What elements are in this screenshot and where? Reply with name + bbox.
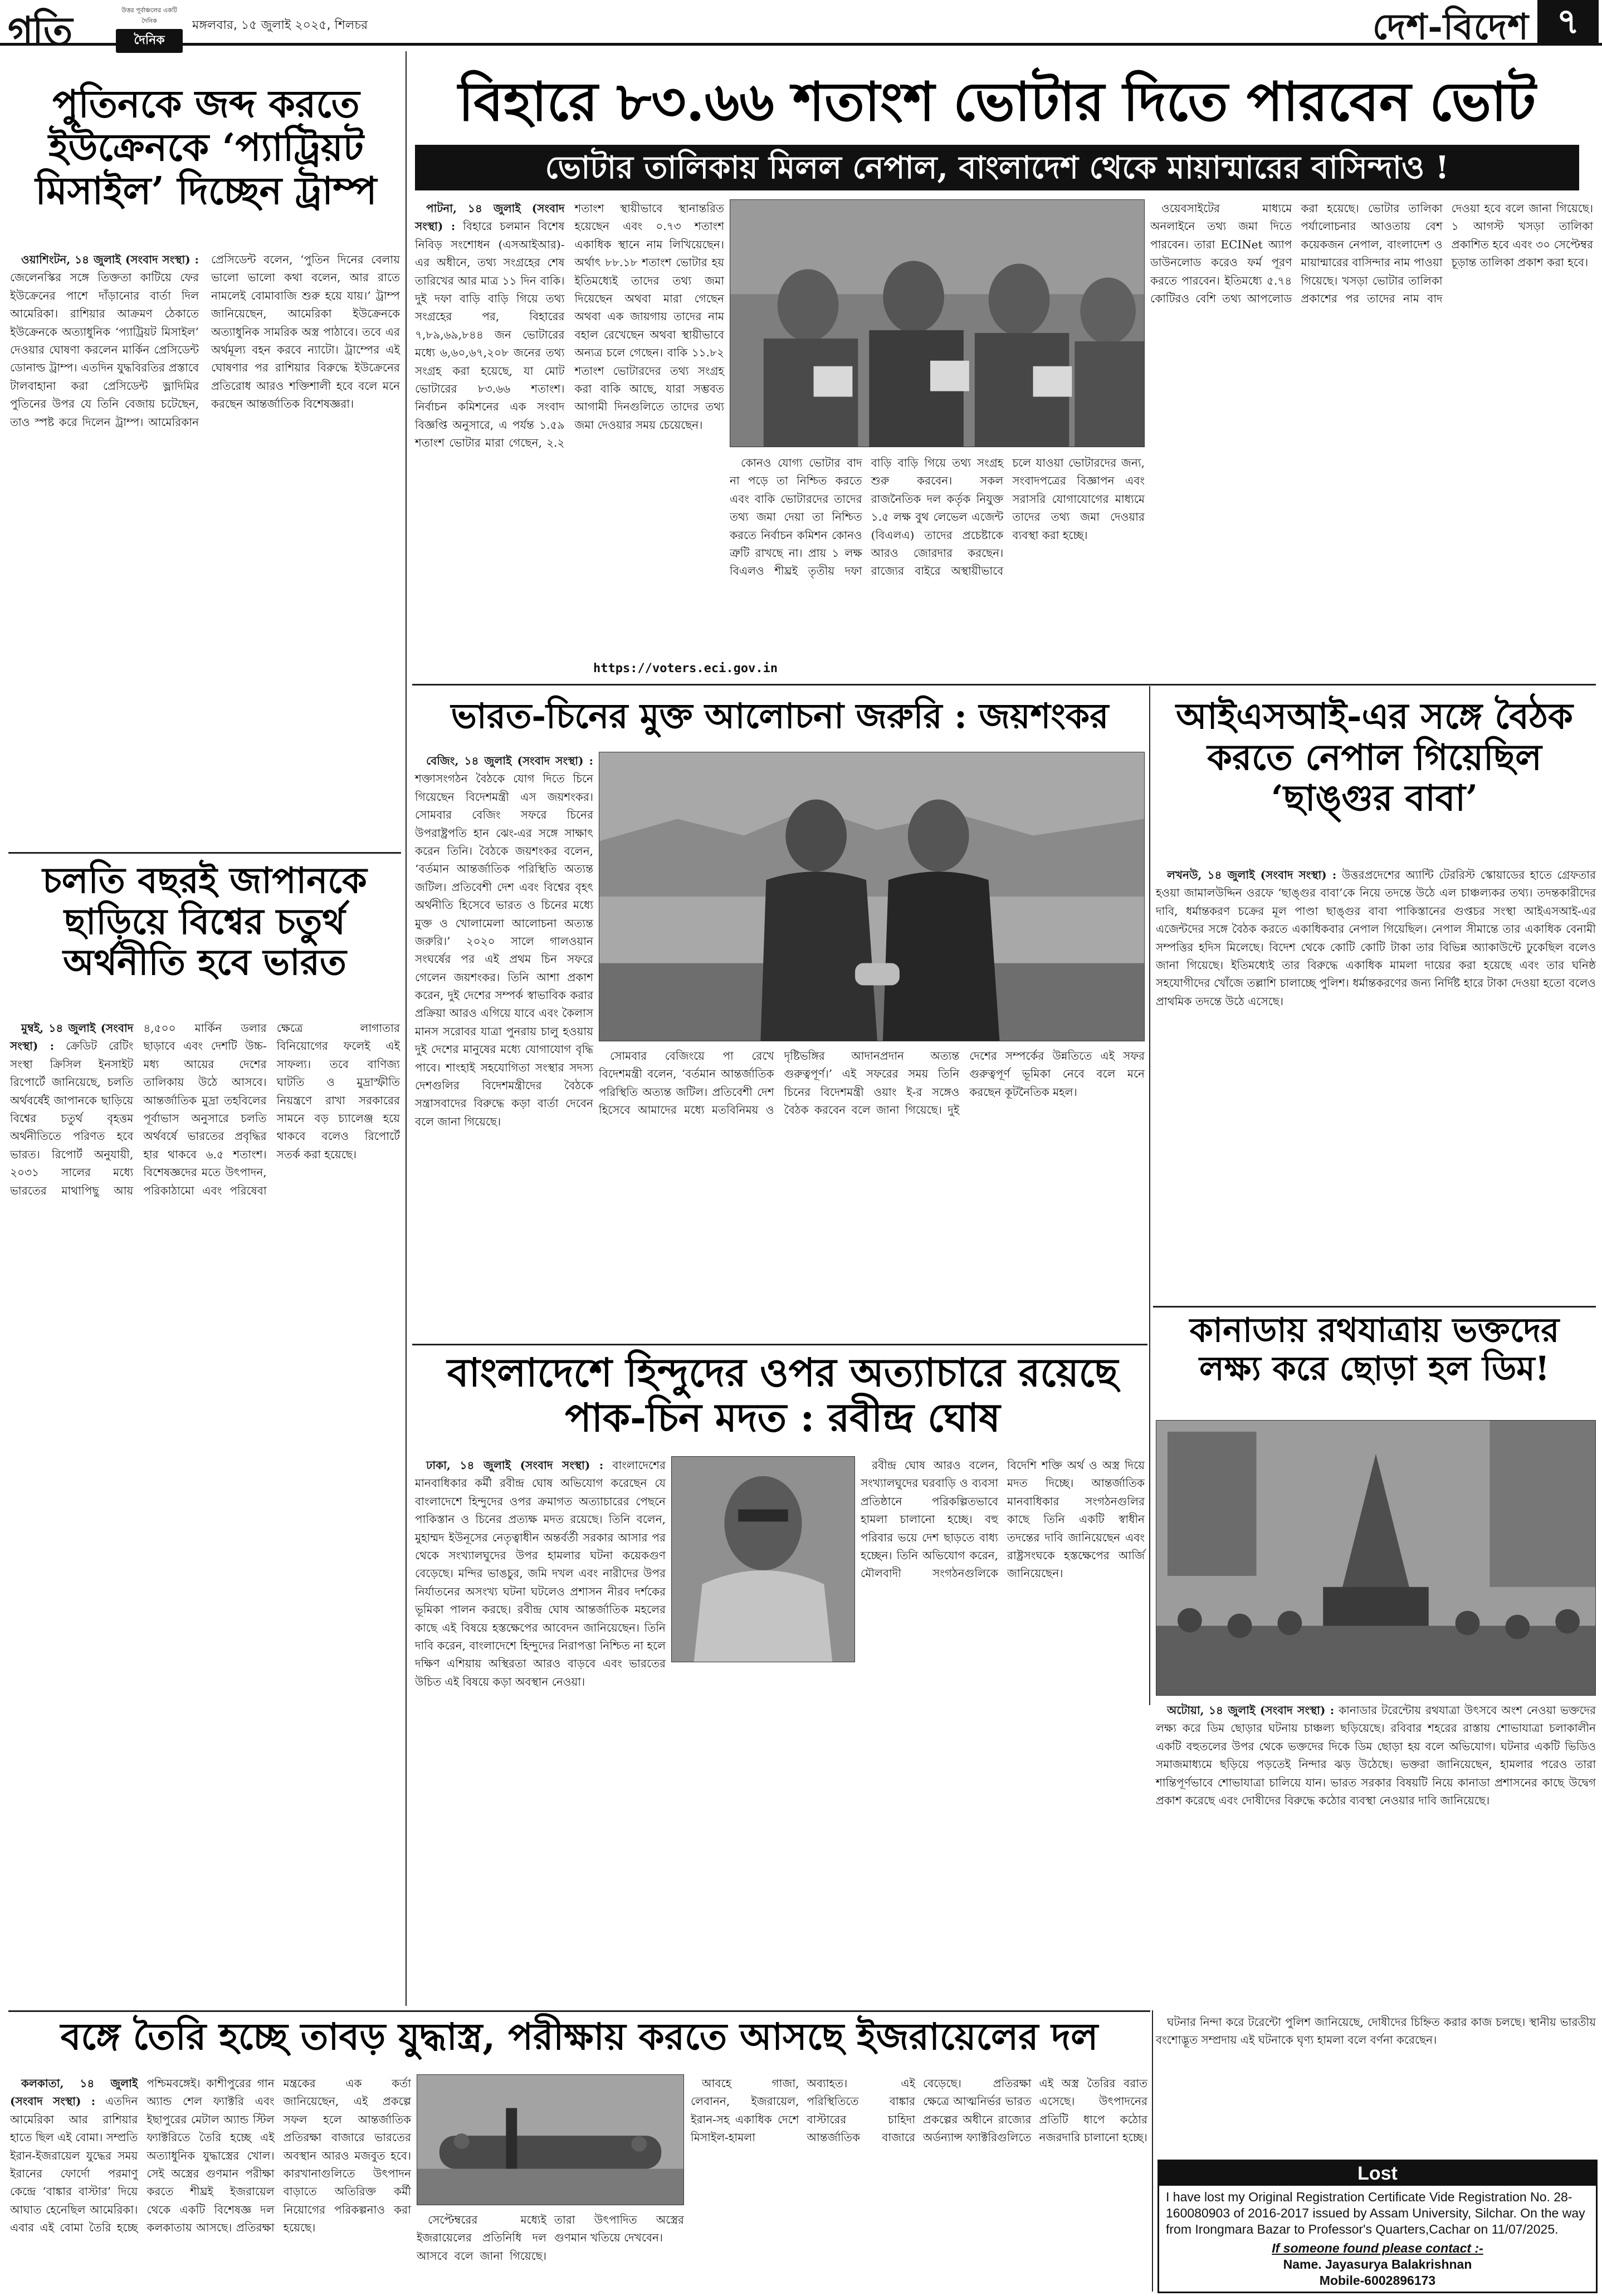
divider	[8, 852, 401, 854]
divider	[412, 1344, 1147, 1345]
lost-notice	[1157, 2160, 1598, 2293]
divider	[8, 2010, 1150, 2012]
section-title: দেশ-বিদেশ	[1372, 6, 1529, 48]
china-article-bottom: সোমবার বেজিংয়ে পা রেখে বিদেশমন্ত্রী বলেন, ‘বর্তমান আন্তর্জাতিক পরিস্থিতি অত্যন্ত জটিল। প্রতিবেশী দেশ হিসেবে আমাদের মধ্যে মতবিনিময় ও দৃষ্টিভঙ্গির আদানপ্রদান অত্যন্ত গুরুত্বপূর্ণ।’ এই সফরের সময় তিনি চিনের বিদেশমন্ত্রী ওয়াং ই-র সঙ্গেও বৈঠক করবেন বলে জানা গিয়েছে। দুই দেশের সম্পর্কের উন্নতিতে এই সফর গুরুত্বপূর্ণ ভূমিকা নেবে বলে মনে করছেন কূটনৈতিক মহল।	[599, 1049, 1145, 1117]
nepal-article	[1156, 866, 1596, 1303]
bangladesh-article-left	[415, 1456, 666, 2005]
bangladesh-headline: বাংলাদেশে হিন্দুদের ওপর অত্যাচারে রয়েছে পাক-চিন মদত : রবীন্দ্র ঘোষ	[447, 1349, 1119, 1441]
china-article-left	[415, 752, 593, 1339]
bihar-photo	[730, 199, 1145, 447]
daily-badge: দৈনিক	[116, 29, 183, 53]
bihar-dateline: পাটনা, ১৪ জুলাই (সংবাদ সংস্থা) :	[415, 202, 565, 233]
israel-article-right: আবহে গাজা, লেবানন, ইজরায়েল, ইরান-সহ একাধিক দেশে মিসাইল-হামলা অব্যাহত। এই পরিস্থিতিতে বাঙ্কার বাস্টারের চাহিদা আন্তর্জাতিক বাজারে বেড়েছে। প্রতিরক্ষা ক্ষেত্রে আত্মনির্ভর ভারত প্রকল্পের অধীনে রাজ্যের অর্ডন্যান্স ফ্যাক্টরিগুলিতে এই অস্ত্র তৈরির বরাত এসেছে। উৎপাদনের প্রতিটি ধাপে কঠোর নজরদারি চালানো হচ্ছে।	[691, 2077, 1147, 2145]
nepal-headline: আইএসআই-এর সঙ্গে বৈঠক করতে নেপাল গিয়েছিল ‘ছাঙ্গুর বাবা’	[1176, 696, 1573, 820]
divider	[412, 684, 1596, 686]
canada-body: কানাডার টরেন্টোয় রথযাত্রা উৎসবে অংশ নেওয়া ভক্তদের লক্ষ্য করে ডিম ছোড়ার ঘটনায় চাঞ্চল্য ছড়িয়েছে। রবিবার শহরের রাস্তায় শোভাযাত্রা চলাকালীন একটি বহুতলের উপর থেকে ভক্তদের দিকে ডিম ছোড়া হয় বলে অভিযোগ। ঘটনার একটি ভিডিও সমাজমাধ্যমে ছড়িয়ে পড়তেই নিন্দার ঝড় উঠেছে। ভক্তরা জানিয়েছেন, হামলার পরেও তারা শান্তিপূর্ণভাবে শোভাযাত্রা চালিয়ে যান। ভারত সরকার বিষয়টি নিয়ে কানাডা প্রশাসনের কাছে উদ্বেগ প্রকাশ করেছে এবং দোষীদের বিরুদ্ধে কঠোর ব্যবস্থা নেওয়ার দাবি জানিয়েছে।	[1156, 1703, 1596, 1807]
japan-dateline: মুম্বই, ১৪ জুলাই (সংবাদ সংস্থা) :	[10, 1021, 134, 1053]
bangladesh-dateline: ঢাকা, ১৪ জুলাই (সংবাদ সংস্থা) :	[426, 1458, 604, 1472]
bihar-article-left	[415, 199, 724, 678]
column-divider	[406, 51, 407, 2006]
israel-photo	[417, 2074, 684, 2205]
masthead	[0, 0, 1602, 54]
israel-headline: বঙ্গে তৈরি হচ্ছে তাবড় যুদ্ধাস্ত্র, পরীক্ষায় করতে আসছে ইজরায়েলের দল	[60, 2015, 1098, 2058]
nepal-body: উত্তরপ্রদেশের অ্যান্টি টেররিস্ট স্কোয়াডের হাতে গ্রেফতার হওয়া জামালউদ্দিন ওরফে ‘ছাঙ্গুর বাবা’কে নিয়ে তদন্তে উঠে এল চাঞ্চল্যকর তথ্য। তদন্তকারীদের দাবি, ধর্মান্তকরণ চক্রের মূল পাণ্ডা ছাঙ্গুর বাবা পাকিস্তানের গুপ্তচর সংস্থা আইএসআই-এর এজেন্টদের সঙ্গে বৈঠক করতে একাধিকবার নেপাল গিয়েছিল। নেপাল সীমান্তে তার একাধিক বেনামী সম্পত্তির হদিস মিলেছে। বিদেশ থেকে কোটি কোটি টাকা তার বিভিন্ন অ্যাকাউন্টে ঢুকেছিল বলেও জানা গিয়েছে। ইতিমধ্যেই তার বিরুদ্ধে একাধিক মামলা দায়ের করা হয়েছে এবং তার ঘনিষ্ঠ সহযোগীদের খোঁজে তল্লাশি চালাচ্ছে পুলিশ। ধর্মান্তকরণের জন্য নির্দিষ্ট হারে টাকা দেওয়া হতো বলেও প্রাথমিক তদন্তে উঠে এসেছে।	[1156, 868, 1596, 1008]
newspaper-logo: গতি	[8, 8, 72, 54]
canada-headline: কানাডায় রথযাত্রায় ভক্তদের লক্ষ্য করে ছোড়া হল ডিম!	[1189, 1311, 1560, 1388]
bihar-body-left: বিহারে চলমান বিশেষ নিবিড় সংশোধন (এসআইআর)-এর অধীনে, তথ্য সংগ্রহের শেষ তারিখের আর মাত্র ১১ দিন বাকি। দুই দফা বাড়ি বাড়ি গিয়ে তথ্য সংগ্রহের পর, বিহারের ৭,৮৯,৬৯,৮৪৪ জন ভোটারের মধ্যে ৬,৬০,৬৭,২০৮ জনের তথ্য সংগ্রহ করা হয়েছে, যা মোট ভোটারের ৮৩.৬৬ শতাংশ। নির্বাচন কমিশনের এক সংবাদ বিজ্ঞপ্তি অনুসারে, এ পর্যন্ত ১.৫৯ শতাংশ ভোটার মারা গেছেন, ২.২ শতাংশ স্থায়ীভাবে স্থানান্তরিত হয়েছেন এবং ০.৭৩ শতাংশ একাধিক স্থানে নাম লিখিয়েছেন। অর্থাৎ ৮৮.১৮ শতাংশ ভোটার হয় ইতিমধ্যেই তাদের তথ্য জমা দিয়েছেন অথবা মারা গেছেন অথবা এক জায়গায় তাদের নাম বহাল রেখেছেন অথবা স্থায়ীভাবে অন্যত্র চলে গেছেন। বাকি ১১.৮২ শতাংশ ভোটারদের তথ্য সংগ্রহ করা বাকি আছে, যারা সম্ভবত আগামী দিনগুলিতে তাদের তথ্য জমা দেওয়ার সময় চেয়েছেন।	[415, 202, 724, 450]
lost-notice-name: Name. Jayasurya Balakrishnan	[1283, 2257, 1472, 2271]
bihar-body-right: ওয়েবসাইটের মাধ্যমে অনলাইনে তথ্য জমা দিতে পারবেন। তারা ECINet অ্যাপ ডাউনলোড করেও ফর্ম পূরণ করতে পারবেন। ইতিমধ্যে ৫.৭৪ কোটিরও বেশি তথ্য আপলোড করা হয়েছে। ভোটার তালিকা পর্যালোচনার আওতায় বেশ কয়েকজন নেপাল, বাংলাদেশ ও মায়ান্মারের বাসিন্দার নাম পাওয়া গিয়েছে। খসড়া ভোটার তালিকা প্রকাশের পর তাদের নাম বাদ দেওয়া হবে বলে জানা গিয়েছে। ১ আগস্ট খসড়া তালিকা প্রকাশিত হবে এবং ৩০ সেপ্টেম্বর চূড়ান্ত তালিকা প্রকাশ করা হবে।	[1150, 202, 1593, 305]
canada-photo	[1156, 1420, 1596, 1696]
lost-notice-mobile: Mobile-6002896173	[1319, 2273, 1436, 2288]
bangladesh-article-right: রবীন্দ্র ঘোষ আরও বলেন, সংখ্যালঘুদের ঘরবাড়ি ও ব্যবসা প্রতিষ্ঠানে পরিকল্পিতভাবে হামলা চালানো হচ্ছে। বহু পরিবার ভয়ে দেশ ছাড়তে বাধ্য হচ্ছেন। তিনি অভিযোগ করেন, মৌলবাদী সংগঠনগুলিকে বিদেশি শক্তি অর্থ ও অস্ত্র দিয়ে মদত দিচ্ছে। আন্তর্জাতিক মানবাধিকার সংগঠনগুলির কাছে তিনি একটি স্বাধীন তদন্তের দাবি জানিয়েছেন এবং রাষ্ট্রসংঘকে হস্তক্ষেপের আর্জি জানিয়েছেন।	[861, 1458, 1145, 1580]
bangladesh-body: বাংলাদেশের মানবাধিকার কর্মী রবীন্দ্র ঘোষ অভিযোগ করেছেন যে বাংলাদেশে হিন্দুদের ওপর ক্রমাগত অত্যাচারের পেছনে পাকিস্তান ও চিনের প্রত্যক্ষ মদত রয়েছে। তিনি বলেন, মুহাম্মদ ইউনূসের নেতৃত্বাধীন অন্তর্বর্তী সরকার আসার পর থেকে সংখ্যালঘুদের উপর হামলার ঘটনা কয়েকগুণ বেড়েছে। মন্দির ভাঙচুর, জমি দখল এবং নারীদের উপর নির্যাতনের অসংখ্য ঘটনা ঘটলেও প্রশাসন নীরব দর্শকের ভূমিকা পালন করছে। রবীন্দ্র ঘোষ আন্তর্জাতিক মহলের কাছে এই বিষয়ে হস্তক্ষেপের আবেদন জানিয়েছেন। তিনি দাবি করেন, বাংলাদেশে হিন্দুদের নিরাপত্তা নিশ্চিত না হলে দক্ষিণ এশিয়ায় অস্থিরতা আরও বাড়বে এবং ভারতের উচিত এই বিষয়ে কড়া অবস্থান নেওয়া।	[415, 1458, 666, 1688]
lost-notice-body: I have lost my Original Registration Certificate Vide Registration No. 28-160080903 of 2016-2017 issued by Assam University, Silchar. On the way from Irongmara Bazar to Professor's Quarters,Cachar on 11/07/2025.	[1166, 2190, 1585, 2236]
bihar-article-mid	[730, 454, 1145, 660]
japan-headline: চলতি বছরই জাপানকে ছাড়িয়ে বিশ্বের চতুর্থ অর্থনীতি হবে ভারত	[42, 860, 367, 984]
china-photo	[599, 752, 1145, 1041]
israel-dateline: কলকাতা, ১৪ জুলাই (সংবাদ সংস্থা) :	[10, 2077, 138, 2108]
canada-article-bottom: ঘটনার নিন্দা করে টরেন্টো পুলিশ জানিয়েছে, দোষীদের চিহ্নিত করার কাজ চলছে। স্থানীয় ভারতীয় বংশোদ্ভূত সম্প্রদায় এই ঘটনাকে ঘৃণ্য হামলা বলে বর্ণনা করেছেন।	[1156, 2015, 1596, 2047]
lost-notice-found: If someone found please contact :-	[1272, 2241, 1483, 2256]
bihar-article-right	[1150, 199, 1593, 678]
bihar-subheadline: ভোটার তালিকায় মিলল নেপাল, বাংলাদেশ থেকে মায়ান্মারের বাসিন্দাও !	[415, 145, 1579, 190]
issue-date: মঙ্গলবার, ১৫ জুলাই ২০২৫, শিলচর	[192, 18, 368, 32]
bihar-headline: বিহারে ৮৩.৬৬ শতাংশ ভোটার দিতে পারবেন ভোট	[458, 70, 1536, 133]
putin-article	[10, 251, 400, 849]
bihar-body-mid: কোনও যোগ্য ভোটার বাদ না পড়ে তা নিশ্চিত করতে এবং বাকি ভোটারদের তাদের তথ্য জমা দেয়া তা নিশ্চিত করতে নির্বাচন কমিশন কোনও ত্রুটি রাখছে না। প্রায় ১ লক্ষ বিএলও শীঘ্রই তৃতীয় দফা বাড়ি বাড়ি গিয়ে তথ্য সংগ্রহ শুরু করবেন। সকল রাজনৈতিক দল কর্তৃক নিযুক্ত ১.৫ লক্ষ বুথ লেভেল এজেন্ট (বিএলএ) তাদের প্রচেষ্টাকে আরও জোরদার করছেন। রাজ্যের বাইরে অস্থায়ীভাবে চলে যাওয়া ভোটারদের জন্য, সংবাদপত্রের বিজ্ঞাপন এবং সরাসরি যোগাযোগের মাধ্যমে তাদের তথ্য জমা দেওয়ার ব্যবস্থা করা হচ্ছে।	[730, 456, 1145, 578]
divider	[1153, 1306, 1596, 1308]
column-divider	[1152, 2010, 1153, 2292]
voters-url[interactable]: https://voters.eci.gov.in	[593, 662, 778, 675]
lost-notice-title: Lost	[1159, 2161, 1596, 2186]
putin-headline: পুতিনকে জব্দ করতে ইউক্রেনকে ‘প্যাট্রিয়ট মিসাইল’ দিচ্ছেন ট্রাম্প	[35, 82, 377, 214]
putin-dateline: ওয়াশিংটন, ১৪ জুলাই (সংবাদ সংস্থা) :	[21, 253, 199, 266]
israel-article-mid: সেপ্টেম্বরের মধ্যেই ইজরায়েলের প্রতিনিধি দল আসবে বলে জানা গিয়েছে। তারা উৎপাদিত অস্ত্রের গুণমান খতিয়ে দেখবেন।	[417, 2213, 684, 2263]
japan-article	[10, 1019, 400, 1893]
israel-body: এতদিন আমেরিকা আর রাশিয়ার হাতে ছিল এই বোমা। সম্প্রতি ইরান-ইজরায়েল যুদ্ধের সময় ইরানের ফোর্দো পরমাণু কেন্দ্রে ‘বাঙ্কার বাস্টার’ দিয়ে আঘাত হেনেছিল আমেরিকা। এবার এই বোমা তৈরি হচ্ছে পশ্চিমবঙ্গেই। কাশীপুরের গান অ্যান্ড শেল ফ্যাক্টরি এবং ইছাপুরের মেটাল অ্যান্ড স্টিল ফ্যাক্টরিতে তৈরি হচ্ছে এই অত্যাধুনিক যুদ্ধাস্ত্রের খোল। সেই অস্ত্রের গুণমান পরীক্ষা করতে শীঘ্রই ইজরায়েল থেকে একটি বিশেষজ্ঞ দল কলকাতায় আসছে। প্রতিরক্ষা মন্ত্রকের এক কর্তা জানিয়েছেন, এই প্রকল্পে সফল হলে আন্তর্জাতিক প্রতিরক্ষা বাজারে ভারতের অবস্থান আরও মজবুত হবে। কারখানাগুলিতে উৎপাদন বাড়াতে অতিরিক্ত কর্মী নিয়োগের পরিকল্পনাও করা হয়েছে।	[10, 2077, 411, 2235]
china-body: শক্তাসংগঠন বৈঠকে যোগ দিতে চিনে গিয়েছেন বিদেশমন্ত্রী এস জয়শংকর। সোমবার বেজিং সফরে চিনের উপরাষ্ট্রপতি হান ঝেং-এর সঙ্গে সাক্ষাৎ করেন তিনি। বৈঠকে জয়শংকর বলেন, ‘বর্তমান আন্তর্জাতিক পরিস্থিতি অত্যন্ত জটিল। প্রতিবেশী দেশ এবং বিশ্বের বৃহৎ অর্থনীতি হিসেবে ভারত ও চিনের মধ্যে মুক্ত ও খোলামেলা আলোচনা অত্যন্ত জরুরি।’ ২০২০ সালে গালওয়ান সংঘর্ষের পর এই প্রথম চিন সফরে গেলেন জয়শংকর। তিনি আশা প্রকাশ করেন, দুই দেশের সম্পর্ক স্বাভাবিক করার প্রক্রিয়া আরও এগিয়ে যাবে এবং কৈলাস মানস সরোবর যাত্রা পুনরায় চালু হওয়ায় দুই দেশের মানুষের মধ্যে যোগাযোগ বৃদ্ধি পাবে। শাংহাই সহযোগিতা সংস্থার সদস্য দেশগুলির বিদেশমন্ত্রীদের বৈঠকে সন্ত্রাসবাদের বিরুদ্ধে কড়া বার্তা দেবেন বলে জানা গিয়েছে।	[415, 772, 593, 1128]
column-divider	[1149, 686, 1150, 1705]
japan-body: ক্রেডিট রেটিং সংস্থা ক্রিসিল ইনসাইট রিপোর্টে জানিয়েছে, চলতি অর্থবর্ষেই জাপানকে ছাড়িয়ে বিশ্বের চতুর্থ বৃহত্তম অর্থনীতিতে পরিণত হবে ভারত। রিপোর্ট অনুযায়ী, ২০৩১ সালের মধ্যে ভারতের মাথাপিছু আয় ৪,৫০০ মার্কিন ডলার ছাড়াবে এবং দেশটি উচ্চ-মধ্য আয়ের দেশের তালিকায় উঠে আসবে। আন্তর্জাতিক মুদ্রা তহবিলের পূর্বাভাস অনুসারে চলতি অর্থবর্ষে ভারতের প্রবৃদ্ধির হার থাকবে ৬.৫ শতাংশ। বিশেষজ্ঞদের মতে উৎপাদন, পরিকাঠামো এবং পরিষেবা ক্ষেত্রে লাগাতার বিনিয়োগের ফলেই এই সাফল্য। তবে বাণিজ্য ঘাটতি ও মুদ্রাস্ফীতি নিয়ন্ত্রণে রাখা সরকারের সামনে বড় চ্যালেঞ্জ হয়ে থাকবে বলেও রিপোর্টে সতর্ক করা হয়েছে।	[10, 1021, 400, 1197]
page-number: ৭	[1537, 0, 1599, 43]
canada-dateline: অটোয়া, ১৪ জুলাই (সংবাদ সংস্থা) :	[1167, 1703, 1335, 1717]
canada-article	[1156, 1701, 1596, 2005]
bangladesh-photo	[671, 1456, 855, 1662]
putin-body: জেলেনস্কির সঙ্গে তিক্ততা কাটিয়ে ফের ইউক্রেনের পাশে দাঁড়ানোর বার্তা দিল আমেরিকা। রাশিয়ার আক্রমণ ঠেকাতে ইউক্রেনকে অত্যাধুনিক ‘প্যাট্রিয়ট মিসাইল’ দেওয়ার ঘোষণা করলেন মার্কিন প্রেসিডেন্ট ডোনাল্ড ট্রাম্প। এতদিন যুদ্ধবিরতির প্রস্তাবে টালবাহানা করা প্রেসিডেন্ট ভ্লাদিমির পুতিনের উপর যে তিনি বেজায় চটেছেন, তাও স্পষ্ট করে দিলেন ট্রাম্প। আমেরিকান প্রেসিডেন্ট বলেন, ‘পুতিন দিনের বেলায় ভালো ভালো কথা বলেন, আর রাতে নামলেই বোমাবাজি শুরু হয়ে যায়।’ ট্রাম্প জানিয়েছেন, আমেরিকা ইউক্রেনকে অত্যাধুনিক সামরিক অস্ত্র পাঠাবে। তবে এর অর্থমূল্য বহন করবে ন্যাটো। ট্রাম্পের এই ঘোষণার পর রাশিয়ার বিরুদ্ধে ইউক্রেনের প্রতিরোধ আরও শক্তিশালী হবে বলে মনে করছেন আন্তর্জাতিক বিশেষজ্ঞরা।	[10, 253, 400, 429]
tagline: উত্তর পূর্বাঞ্চলের একটি দৈনিক	[121, 7, 177, 25]
tagline-box	[116, 6, 183, 47]
china-dateline: বেজিং, ১৪ জুলাই (সংবাদ সংস্থা) :	[426, 754, 593, 767]
china-headline: ভারত-চিনের মুক্ত আলোচনা জরুরি : জয়শংকর	[451, 696, 1109, 736]
nepal-dateline: লখনউ, ১৪ জুলাই (সংবাদ সংস্থা) :	[1167, 868, 1337, 882]
israel-article-left	[10, 2074, 411, 2292]
